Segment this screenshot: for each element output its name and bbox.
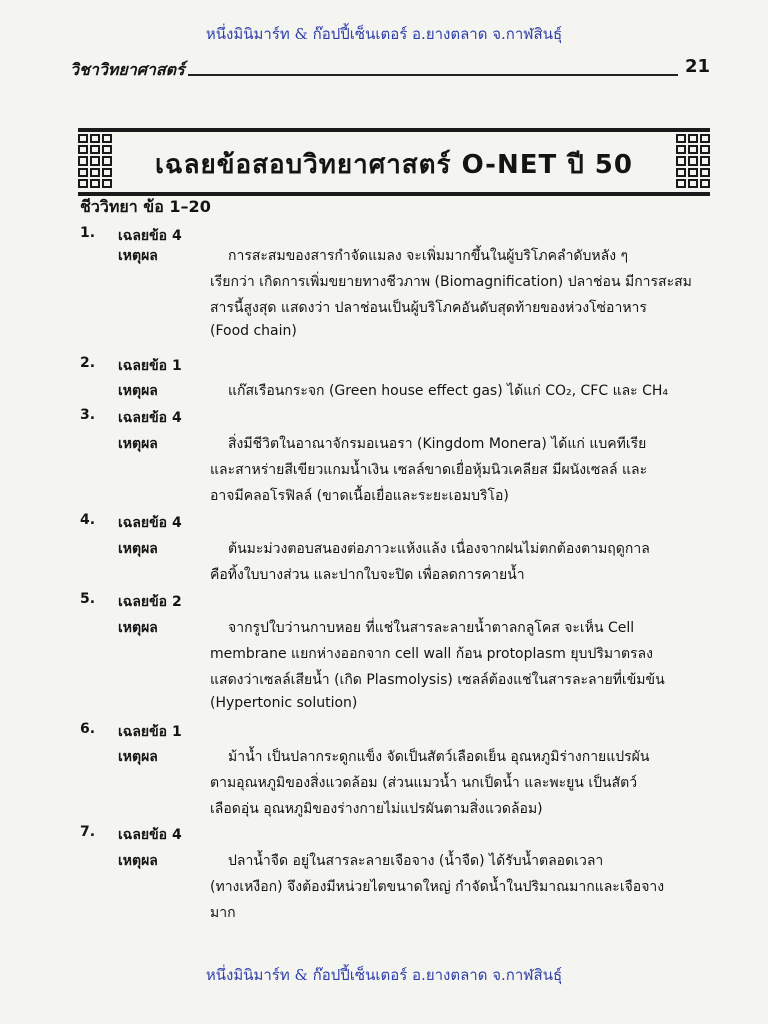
reason-label: เหตุผล: [118, 749, 158, 765]
answer-choice: เฉลยข้อ 4: [118, 228, 182, 244]
reason-line: ปลาน้ำจืด อยู่ในสารละลายเจือจาง (น้ำจืด) ได้รับน้ำตลอดเวลา: [228, 853, 604, 869]
reason-line: แก๊สเรือนกระจก (Green house effect gas) ได้แก่ CO₂, CFC และ CH₄: [228, 383, 669, 399]
header-rule: [188, 74, 678, 76]
reason-label: เหตุผล: [118, 541, 158, 557]
item-number: 4.: [80, 512, 96, 528]
reason-label: เหตุผล: [118, 248, 158, 264]
reason-line: สิ่งมีชีวิตในอาณาจักรมอเนอรา (Kingdom Monera) ได้แก่ แบคทีเรีย: [228, 436, 647, 452]
answer-choice: เฉลยข้อ 1: [118, 724, 182, 740]
subject-header: วิชาวิทยาศาสตร์: [70, 60, 185, 79]
item-number: 1.: [80, 225, 96, 241]
reason-line: และสาหร่ายสีเขียวแกมน้ำเงิน เซลล์ขาดเยื่อหุ้มนิวเคลียส มีผนังเซลล์ และ: [210, 462, 648, 478]
reason-line: จากรูปใบว่านกาบหอย ที่แช่ในสารละลายน้ำตาลกลูโคส จะเห็น Cell: [228, 620, 635, 636]
reason-line: แสดงว่าเซลล์เสียน้ำ (เกิด Plasmolysis) เซลล์ต้องแช่ในสารละลายที่เข้มข้น: [210, 672, 665, 688]
reason-line: (Hypertonic solution): [210, 695, 358, 711]
answer-choice: เฉลยข้อ 4: [118, 410, 182, 426]
reason-line: ตามอุณหภูมิของสิ่งแวดล้อม (ส่วนแมวน้ำ นกเป็ดน้ำ และพะยูน เป็นสัตว์: [210, 775, 638, 791]
decorative-grid-right: [676, 134, 710, 188]
reason-line: สารนี้สูงสุด แสดงว่า ปลาช่อนเป็นผู้บริโภคอันดับสุดท้ายของห่วงโซ่อาหาร: [210, 300, 647, 316]
answer-choice: เฉลยข้อ 1: [118, 358, 182, 374]
reason-line: อาจมีคลอโรฟิลล์ (ขาดเนื้อเยื่อและระยะเอมบริโอ): [210, 488, 509, 504]
watermark-bottom: หนึ่งมินิมาร์ท & ก๊อปปี้เซ็นเตอร์ อ.ยางตลาด จ.กาฬสินธุ์: [205, 966, 563, 984]
section-heading: ชีววิทยา ข้อ 1–20: [80, 197, 211, 216]
page-title: เฉลยข้อสอบวิทยาศาสตร์ O-NET ปี 50: [154, 150, 633, 180]
reason-label: เหตุผล: [118, 436, 158, 452]
item-number: 6.: [80, 721, 96, 737]
running-head: [70, 58, 710, 80]
answer-choice: เฉลยข้อ 4: [118, 515, 182, 531]
reason-line: membrane แยกห่างออกจาก cell wall ก้อน protoplasm ยุบปริมาตรลง: [210, 646, 653, 662]
watermark-top: หนึ่งมินิมาร์ท & ก๊อปปี้เซ็นเตอร์ อ.ยางตลาด จ.กาฬสินธุ์: [205, 25, 563, 43]
reason-line: คือทิ้งใบบางส่วน และปากใบจะปิด เพื่อลดการคายน้ำ: [210, 567, 525, 583]
reason-line: (ทางเหงือก) จึงต้องมีหน่วยไตขนาดใหญ่ กำจัดน้ำในปริมาณมากและเจือจาง: [210, 879, 665, 895]
item-number: 5.: [80, 591, 96, 607]
reason-line: เรียกว่า เกิดการเพิ่มขยายทางชีวภาพ (Biomagnification) ปลาช่อน มีการสะสม: [210, 274, 692, 290]
answer-choice: เฉลยข้อ 4: [118, 827, 182, 843]
item-number: 2.: [80, 355, 96, 371]
answer-choice: เฉลยข้อ 2: [118, 594, 182, 610]
reason-label: เหตุผล: [118, 853, 158, 869]
reason-line: มาก: [210, 905, 236, 921]
reason-label: เหตุผล: [118, 620, 158, 636]
item-number: 7.: [80, 824, 96, 840]
reason-line: ต้นมะม่วงตอบสนองต่อภาวะแห้งแล้ง เนื่องจากฝนไม่ตกต้องตามฤดูกาล: [228, 541, 650, 557]
reason-line: ม้าน้ำ เป็นปลากระดูกแข็ง จัดเป็นสัตว์เลือดเย็น อุณหภูมิร่างกายแปรผัน: [228, 749, 650, 765]
item-number: 3.: [80, 407, 96, 423]
reason-label: เหตุผล: [118, 383, 158, 399]
reason-line: เลือดอุ่น อุณหภูมิของร่างกายไม่แปรผันตามสิ่งแวดล้อม): [210, 801, 543, 817]
page-number: 21: [684, 56, 710, 77]
reason-line: (Food chain): [210, 323, 297, 339]
reason-line: การสะสมของสารกำจัดแมลง จะเพิ่มมากขึ้นในผู้บริโภคลำดับหลัง ๆ: [228, 248, 629, 264]
title-banner: [78, 128, 710, 196]
